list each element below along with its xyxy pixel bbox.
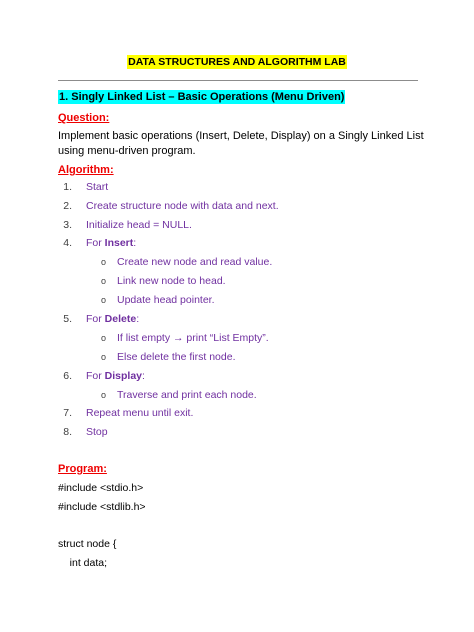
section-heading: 1. Singly Linked List – Basic Operations (Menu Driven) bbox=[59, 91, 345, 103]
code-line: #include <stdlib.h> bbox=[58, 501, 146, 513]
code-line: int data; bbox=[58, 557, 108, 569]
code-line: struct node { bbox=[58, 538, 117, 550]
program-label: Program: bbox=[58, 463, 107, 475]
question-text: Implement basic operations (Insert, Delete, Display) on a Singly Linked List using menu-driven program. bbox=[58, 130, 424, 157]
question-label: Question: bbox=[58, 112, 110, 124]
horizontal-rule bbox=[58, 80, 418, 81]
document-title: DATA STRUCTURES AND ALGORITHM LAB bbox=[128, 56, 346, 68]
algorithm-label: Algorithm: bbox=[58, 164, 114, 176]
document-page: DATA STRUCTURES AND ALGORITHM LAB 1. Singly Linked List – Basic Operations (Menu Driven) Question: Implement basic operations (Insert, Delete, Display) on a Singly Linked List using menu-driven program. Algorithm: 1. Start 2. Create structure node with data and next. 3. Initialize head = NULL. 4. For Insert: o Create new node and read value. o Link new node to head. o Update head pointer. 5. For Delete: o If list empty → print “List Empty”. o Else delete the first node. 6. For Display: o Traverse and print each node. 7. Repeat menu until exit. 8. Stop Program: #include <stdio.h> #include <stdlib.h> struct node { int data; bbox=[0, 0, 474, 632]
code-line: #include <stdio.h> bbox=[58, 482, 144, 494]
